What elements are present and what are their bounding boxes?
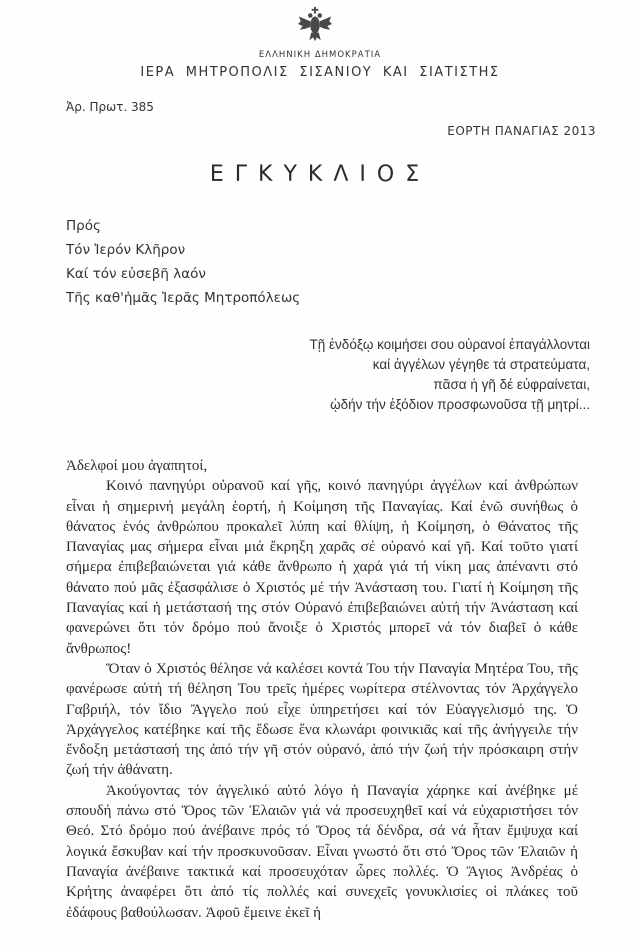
greeting: Ἀδελφοί μου ἀγαπητοί,	[66, 458, 208, 474]
letter-body	[66, 456, 578, 923]
hymn-line: πᾶσα ἡ γῆ δέ εὐφραίνεται,	[433, 377, 590, 392]
paragraph: Ἀκούγοντας τόν ἀγγελικό αὐτό λόγο ἡ Παναγία χάρηκε καί ἀνέβηκε μέ σπουδή πάνω στό Ὄρος τῶν Ἐλαιῶν γιά νά προσευχηθεῖ καί νά εὐχαριστήσει τόν Θεό. Στό δρόμο πού ἀνέβαινε πρός τό Ὄρος τά δένδρα, σά νά ἦταν ἔμψυχα καί λογικά ἔσκυβαν καί τήν προσκυνοῦσαν. Εἶναι γνωστό ὅτι στό Ὄρος τῶν Ἐλαιῶν ἡ Παναγία ἀνέβαινε τακτικά καί προσευχόταν ὧρες πολλές. Ὁ Ἅγιος Ἀνδρέας ὁ Κρήτης ἀναφέρει ὅτι ἀπό τίς πολλές καί συνεχεῖς γονυκλισίες οἱ πλάκες τοῦ ἐδάφους βαθούλωσαν. Ἀφοῦ ἔμεινε ἐκεῖ ἡ	[66, 782, 578, 921]
double-headed-eagle-icon	[296, 6, 334, 44]
document-title: ΕΓΚΥΚΛΙΟΣ	[209, 162, 431, 187]
paragraph: Ὅταν ὁ Χριστός θέλησε νά καλέσει κοντά Του τήν Παναγία Μητέρα Του, τῆς φανέρωσε αὐτή τή θέληση Του τρεῖς ἡμέρες νωρίτερα στέλνοντας τόν Ἀρχάγγελο Γαβριήλ, τόν ἴδιο Ἄγγελο πού εἶχε ὑπηρετήσει καί τόν Εὐαγγελισμό της. Ὁ Ἀρχάγγελος κατέβηκε καί τῆς ἔδωσε ἕνα κλωνάρι φοινικιᾶς καί τῆς ἀνήγγειλε τήν ἔνδοξη μετάστασή της ἀπό τήν γῆ στόν οὐρανό, ἀπό τήν ζωή τήν πρόσκαιρη στήν ζωή τήν ἀθάνατη.	[66, 660, 578, 779]
feast-date: ΕΟΡΤΗ ΠΑΝΑΓΙΑΣ 2013	[447, 124, 596, 138]
recipient-line: Τόν Ἱερόν Κλῆρον	[66, 242, 186, 258]
metropolis-heading: ΙΕΡΑ ΜΗΤΡΟΠΟΛΙΣ ΣΙΣΑΝΙΟΥ ΚΑΙ ΣΙΑΤΙΣΤΗΣ	[140, 65, 500, 80]
recipient-line: Πρός	[66, 218, 101, 234]
recipient-line: Τῆς καθ'ἡμᾶς Ἱερᾶς Μητροπόλεως	[66, 290, 301, 306]
hymn-line: καί ἀγγέλων γέγηθε τά στρατεύματα,	[372, 357, 590, 372]
paragraph: Κοινό πανηγύρι οὐρανοῦ καί γῆς, κοινό πανηγύρι ἀγγέλων καί ἀνθρώπων εἶναι ἡ σημερινή μεγάλη ἑορτή, ἡ Κοίμηση τῆς Παναγίας. Καί ἐνῶ συνήθως ὁ θάνατος ἑνός ἀνθρώπου προκαλεῖ λύπη καί θλίψη, ἡ Κοίμηση, ὁ Θάνατος τῆς Παναγίας μας σήμερα εἶναι μιά ἔκρηξη χαρᾶς σέ οὐρανό καί γῆ. Καί τοῦτο γιατί σήμερα ἐπιβεβαιώνεται γιά κάθε ἄνθρωπο ἡ χαρά γιά τή νίκη μας ἀπέναντι στό θάνατο πού μᾶς ἐξασφάλισε ὁ Χριστός μέ τήν Ἀνάσταση του. Γιατί ἡ Κοίμηση τῆς Παναγίας καί ἡ μετάστασή της στόν Οὐρανό ἐπιβεβαιώνει αὐτή τήν Ἀνάσταση καί φανερώνει ὅτι τόν δρόμο πού ἄνοιξε ὁ Χριστός μπορεῖ νά τόν διαβεῖ ὁ κάθε ἄνθρωπος!	[66, 478, 578, 657]
hymn-line: ᾠδήν τήν ἐξόδιον προσφωνοῦσα τῇ μητρί...	[330, 397, 590, 412]
hymn-line: Τῇ ἐνδόξῳ κοιμήσει σου οὐρανοί ἐπαγάλλονται	[309, 337, 590, 352]
protocol-number: Ἀρ. Πρωτ. 385	[66, 100, 154, 114]
recipients-block	[66, 214, 300, 310]
recipient-line: Καί τόν εὐσεβῆ λαόν	[66, 266, 206, 282]
hymn-epigraph	[310, 335, 590, 415]
republic-heading: ΕΛΛΗΝΙΚΗ ΔΗΜΟΚΡΑΤΙΑ	[258, 50, 382, 60]
